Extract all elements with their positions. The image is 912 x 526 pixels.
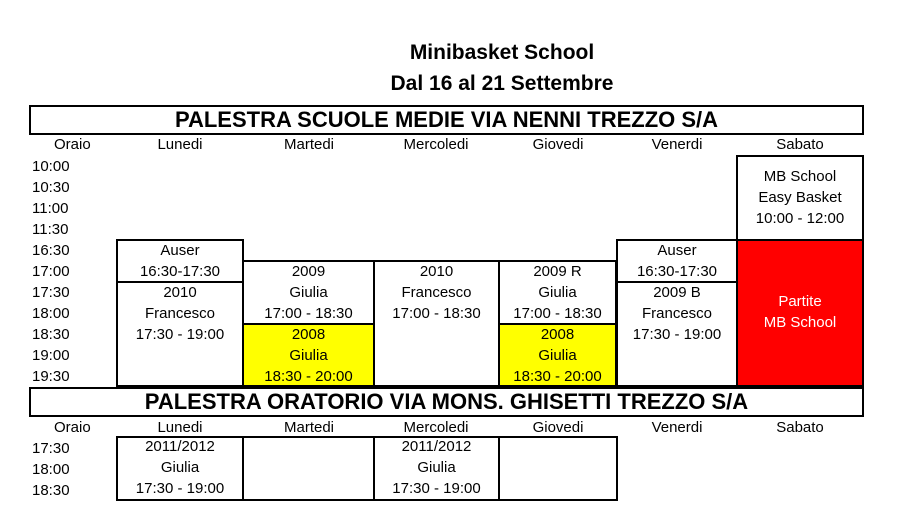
- block-line: Partite: [778, 293, 822, 310]
- time-label: 11:00: [32, 200, 69, 217]
- block-line: 16:30-17:30: [139, 263, 221, 280]
- col-lunedi: Lunedi: [157, 136, 203, 153]
- gym2-name: PALESTRA ORATORIO VIA MONS. GHISETTI TREZZO S/A: [144, 389, 749, 414]
- block-line: 2010: [163, 284, 197, 301]
- block-line: 17:30 - 19:00: [135, 480, 225, 497]
- block-line: Francesco: [641, 305, 713, 322]
- block-line: 17:30 - 19:00: [632, 326, 722, 343]
- block-line: 2008: [291, 326, 326, 343]
- page-title: Minibasket School: [409, 41, 595, 64]
- block-line: Francesco: [401, 284, 472, 301]
- block-line: 2010: [419, 263, 454, 280]
- col-giovedi: Giovedi: [532, 136, 584, 153]
- block-line: Giulia: [417, 459, 456, 476]
- block-line: 2011/2012: [145, 438, 215, 455]
- gym2-header: [29, 387, 864, 417]
- schedule-block-sat-mbschool: [736, 155, 864, 241]
- block-line: 17:30 - 19:00: [135, 326, 225, 343]
- block-line: 18:30 - 20:00: [513, 368, 602, 385]
- schedule-block-mon-auser: [116, 239, 244, 283]
- time-label: 11:30: [32, 221, 69, 238]
- block-line: Giulia: [538, 347, 577, 364]
- time-label: 10:30: [32, 179, 70, 196]
- time-label: 18:00: [32, 461, 70, 478]
- page-subtitle: Dal 16 al 21 Settembre: [390, 72, 614, 95]
- schedule-block-fri-2009b: [616, 281, 738, 387]
- block-line: Giulia: [289, 347, 328, 364]
- time-label: 10:00: [32, 158, 70, 175]
- time-label: 17:00: [32, 263, 70, 280]
- schedule-block-fri-auser: [616, 239, 738, 283]
- time-label: 19:00: [32, 347, 70, 364]
- block-line: 17:00 - 18:30: [513, 305, 602, 322]
- block-line: 17:00 - 18:30: [392, 305, 481, 322]
- block-line: Giulia: [538, 284, 577, 301]
- block-line: Francesco: [144, 305, 216, 322]
- block-line: Auser: [160, 242, 200, 259]
- block-line: 16:30-17:30: [636, 263, 718, 280]
- col-martedi: Martedi: [283, 136, 335, 153]
- block-line: 2009 R: [533, 263, 582, 280]
- gym1-column-headers: [0, 136, 912, 156]
- block-line: Easy Basket: [758, 189, 842, 206]
- schedule-block-sat-partite: [736, 239, 864, 387]
- block-line: 17:30 - 19:00: [392, 480, 481, 497]
- schedule-block-thu-2008: [498, 323, 617, 387]
- block-line: Auser: [657, 242, 697, 259]
- block-line: 2009: [291, 263, 326, 280]
- block-line: 18:30 - 20:00: [264, 368, 353, 385]
- block-line: Giulia: [160, 459, 200, 476]
- time-label: 18:30: [32, 326, 70, 343]
- schedule-block-tue-2008: [242, 323, 375, 387]
- schedule-block-gym2-mon: [116, 437, 244, 500]
- gym1-name: PALESTRA SCUOLE MEDIE VIA NENNI TREZZO S/A: [174, 107, 719, 132]
- schedule-block-mon-2010: [116, 281, 244, 387]
- block-line: 2008: [540, 326, 575, 343]
- schedule-block-thu-2009r: [498, 260, 617, 325]
- schedule-block-gym2-wed: [373, 437, 500, 500]
- schedule-block-wed-2010: [373, 260, 500, 387]
- col-oraio: Oraio: [54, 419, 91, 436]
- col-giovedi: Giovedi: [532, 419, 584, 436]
- block-line: MB School: [763, 168, 837, 185]
- col-mercoledi: Mercoledi: [403, 419, 469, 436]
- col-oraio: Oraio: [54, 136, 91, 153]
- col-sabato: Sabato: [776, 419, 824, 436]
- time-label: 18:30: [32, 482, 70, 499]
- block-line: Giulia: [289, 284, 328, 301]
- block-line: 10:00 - 12:00: [755, 210, 845, 227]
- block-line: MB School: [763, 314, 837, 331]
- gym1-header: [29, 105, 864, 135]
- block-line: 2009 B: [653, 284, 701, 301]
- col-venerdi: Venerdi: [651, 136, 703, 153]
- block-line: 2011/2012: [401, 438, 472, 455]
- block-line: 17:00 - 18:30: [264, 305, 353, 322]
- col-lunedi: Lunedi: [157, 419, 203, 436]
- time-label: 17:30: [32, 284, 70, 301]
- col-martedi: Martedi: [283, 419, 335, 436]
- col-mercoledi: Mercoledi: [403, 136, 469, 153]
- col-sabato: Sabato: [776, 136, 824, 153]
- time-label: 17:30: [32, 440, 70, 457]
- time-label: 19:30: [32, 368, 70, 385]
- col-venerdi: Venerdi: [651, 419, 703, 436]
- schedule-block-tue-2009: [242, 260, 375, 325]
- time-label: 18:00: [32, 305, 70, 322]
- time-label: 16:30: [32, 242, 70, 259]
